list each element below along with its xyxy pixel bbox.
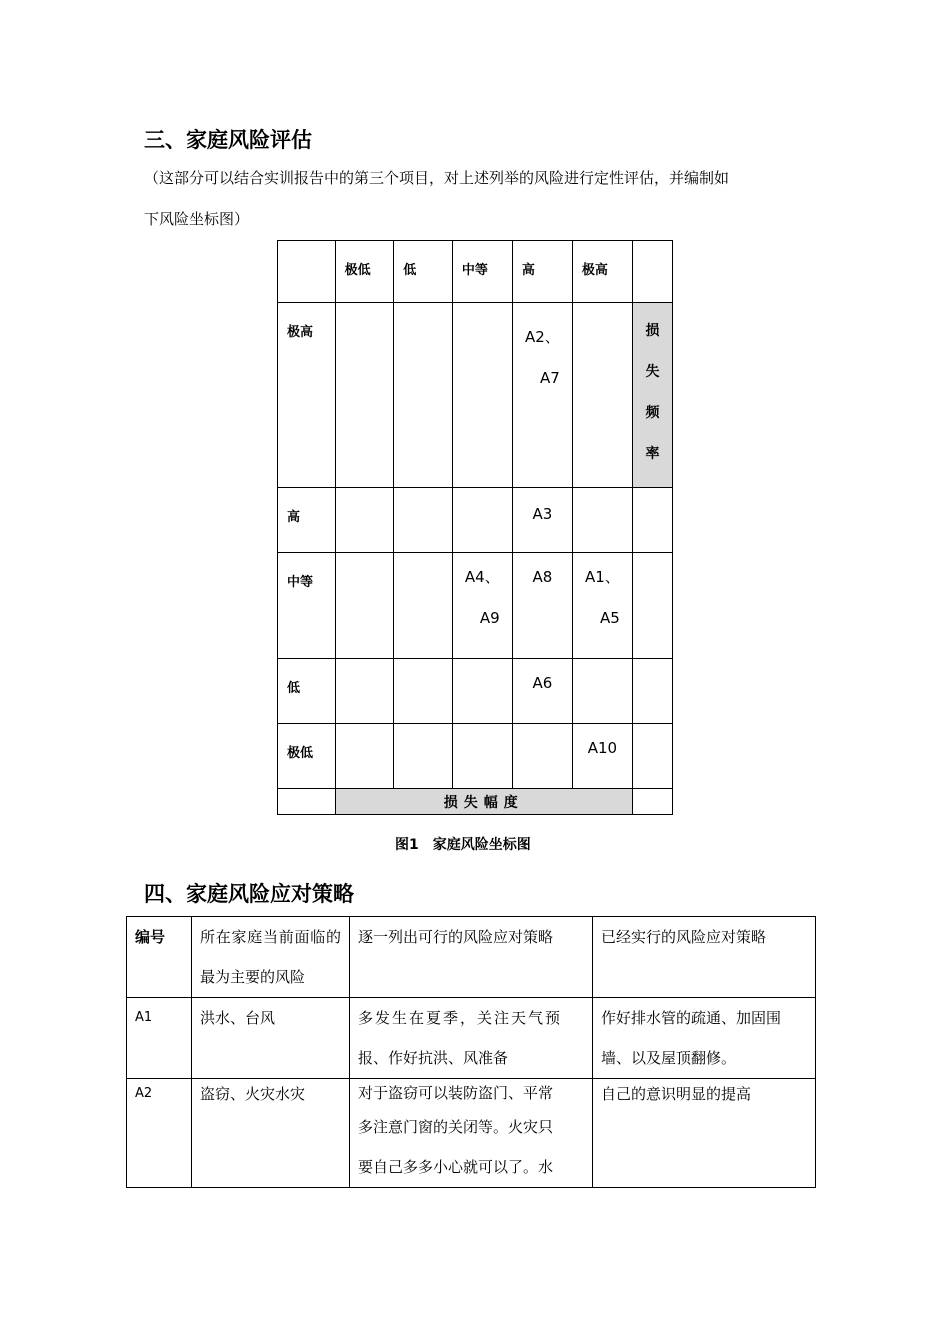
matrix-cell [572,553,632,659]
matrix-cell [278,789,336,815]
loss-frequency-axis [632,303,672,488]
header-label: 编号 [135,928,166,946]
risk-matrix [277,240,673,815]
matrix-cell [335,303,394,488]
matrix-cell [512,659,572,724]
plan-line: 多注意门窗的关闭等。火灾只 [358,1118,554,1136]
axis-char: 率 [645,446,660,462]
col-header: 高 [512,241,572,303]
axis-char: 失 [645,364,660,380]
row-header: 极高 [278,303,336,488]
cell-value: A2、 [524,328,560,346]
matrix-cell [394,724,453,789]
strategy-table [126,916,816,1188]
matrix-cell [452,488,512,553]
intro-line-2: 下风险坐标图） [144,210,250,228]
matrix-cell [572,303,632,488]
header-label: 所在家庭当前面临的最为主要的风险 [200,928,341,986]
matrix-cell [335,724,394,789]
header-done [593,917,816,998]
cell-value: A6 [532,674,553,692]
matrix-cell [632,789,672,815]
col-header: 低 [394,241,453,303]
matrix-cell [394,659,453,724]
plan-line: 多发生在夏季，关注天气预 [358,1009,563,1027]
cell-value: A8 [532,568,553,586]
matrix-cell [394,553,453,659]
row-done [593,1079,816,1188]
matrix-cell [394,303,453,488]
matrix-cell [452,303,512,488]
row-header: 极低 [278,724,336,789]
cell-value: A3 [532,505,553,523]
row-header: 低 [278,659,336,724]
row-id: A1 [127,998,192,1079]
matrix-cell [512,488,572,553]
matrix-cell [572,724,632,789]
plan-line: 对于盗窃可以装防盗门、平常 [358,1084,554,1102]
matrix-cell [335,659,394,724]
section4-heading: 四、家庭风险应对策略 [144,882,354,906]
row-header: 高 [278,488,336,553]
axis-char: 损 [645,323,660,339]
header-label: 逐一列出可行的风险应对策略 [358,928,554,946]
done-line: 自己的意识明显的提高 [601,1085,752,1103]
matrix-cell [572,659,632,724]
col-header: 极高 [572,241,632,303]
cell-value: A7 [539,369,560,387]
matrix-cell [632,553,672,659]
header-id [127,917,192,998]
corner-cell [278,241,336,303]
col-header: 中等 [452,241,512,303]
matrix-cell [452,659,512,724]
matrix-cell [335,553,394,659]
done-line: 墙、以及屋顶翻修。 [601,1049,737,1067]
table-row [127,998,816,1079]
row-done [593,998,816,1079]
matrix-cell [452,553,512,659]
figure-caption: 图1 家庭风险坐标图 [395,837,531,853]
matrix-cell [394,488,453,553]
cell-value: A4、 [464,568,500,586]
cell-value: A1、 [585,568,620,586]
intro-line-1: （这部分可以结合实训报告中的第三个项目，对上述列举的风险进行定性评估，并编制如 [144,169,730,187]
header-plan [350,917,593,998]
matrix-cell [632,659,672,724]
matrix-cell [512,553,572,659]
cell-value: A10 [587,739,618,757]
row-plan [350,998,593,1079]
matrix-cell [632,488,672,553]
done-line: 作好排水管的疏通、加固围 [601,1009,782,1027]
col-header: 极低 [335,241,394,303]
axis-char: 频 [645,405,660,421]
row-risk: 洪水、台风 [192,998,350,1079]
matrix-cell [572,488,632,553]
table-row [127,1079,816,1188]
cell-value: A9 [479,609,500,627]
header-risk [192,917,350,998]
row-id: A2 [127,1079,192,1188]
row-header: 中等 [278,553,336,659]
matrix-cell [512,303,572,488]
matrix-cell [335,488,394,553]
loss-magnitude-axis: 损失幅度 [335,789,632,815]
row-plan [350,1079,593,1188]
plan-line: 要自己多多小心就可以了。水 [358,1158,554,1176]
matrix-cell [452,724,512,789]
section3-heading: 三、家庭风险评估 [144,128,312,152]
matrix-cell [632,724,672,789]
cell-value: A5 [600,609,620,627]
matrix-cell [512,724,572,789]
row-risk: 盗窃、火灾水灾 [192,1079,350,1188]
plan-line: 报、作好抗洪、风准备 [358,1049,509,1067]
header-end-cell [632,241,672,303]
header-label: 已经实行的风险应对策略 [601,928,767,946]
